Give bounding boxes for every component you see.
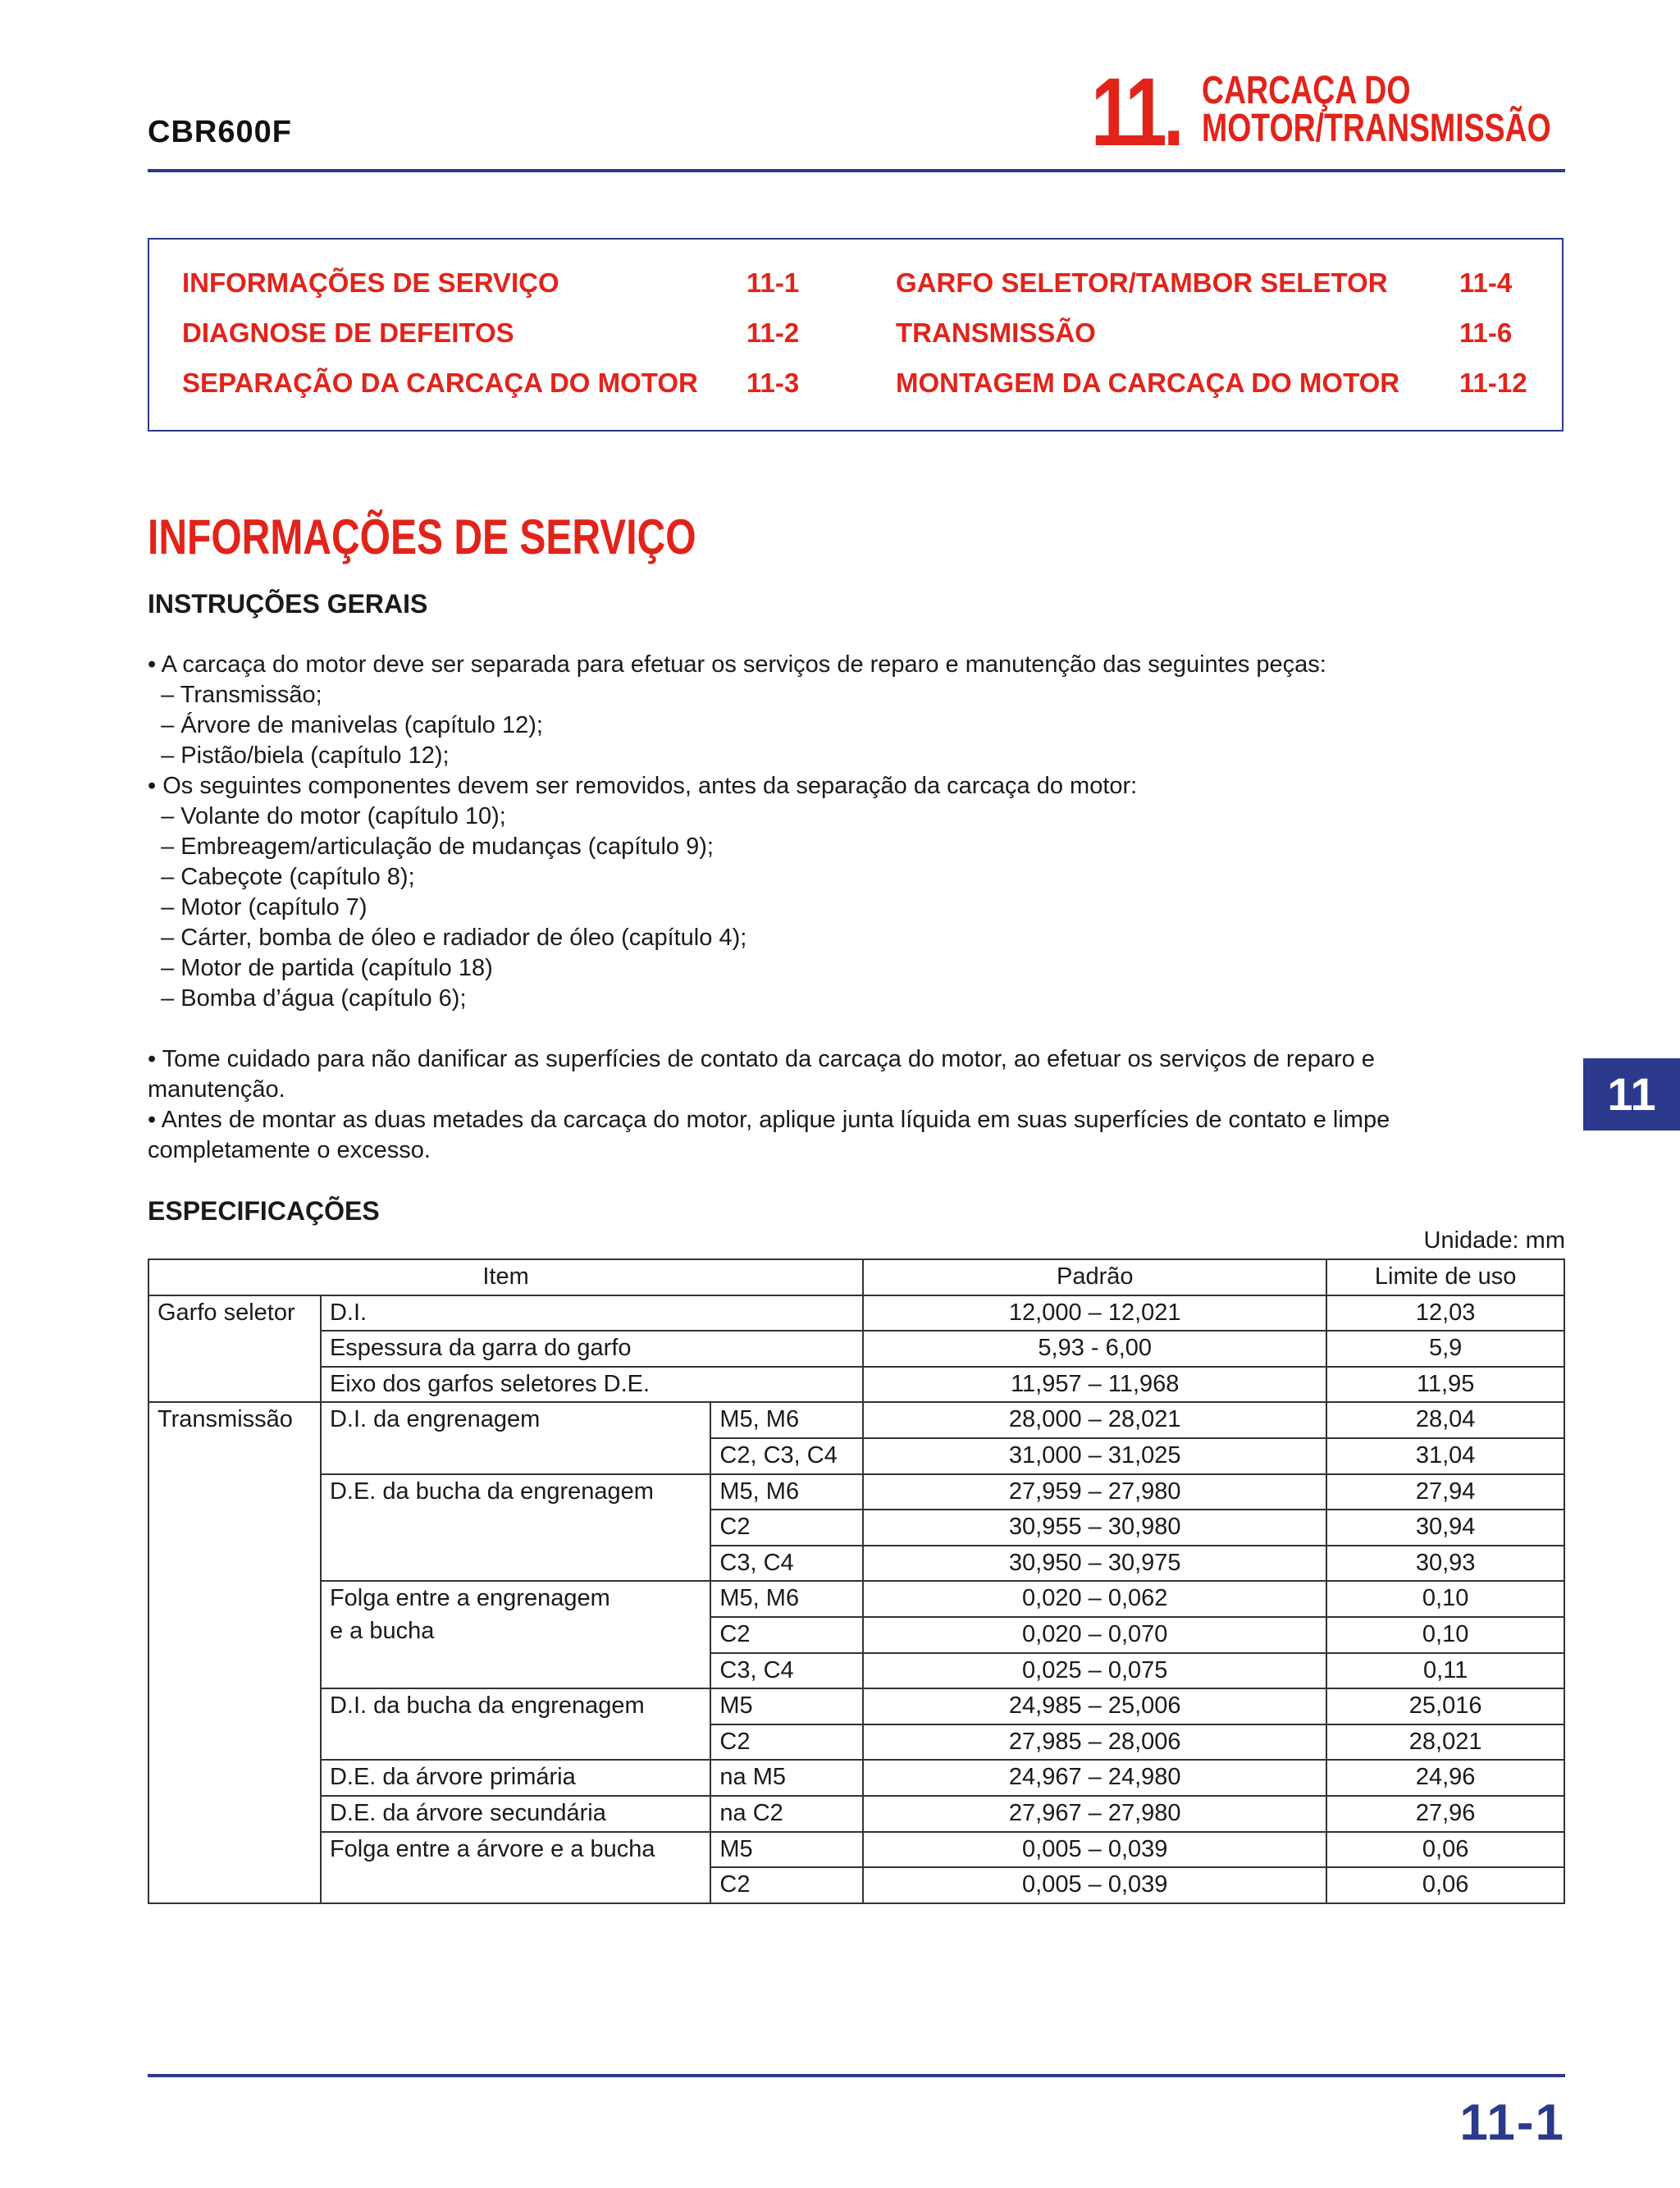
chapter-title-line1: CARCAÇA DO [1202, 69, 1411, 112]
limit-cell: 0,06 [1326, 1832, 1564, 1868]
limit-cell: 30,94 [1326, 1510, 1564, 1546]
toc-item-label[interactable]: INFORMAÇÕES DE SERVIÇO [182, 267, 559, 298]
limit-cell: 27,96 [1326, 1796, 1564, 1832]
limit-cell: 0,11 [1326, 1653, 1564, 1689]
limit-cell: 28,021 [1326, 1724, 1564, 1761]
item-cell: D.E. da árvore secundária [321, 1796, 710, 1832]
table-row [148, 1331, 1564, 1367]
instruction-line: – Motor de partida (capítulo 18) [148, 955, 493, 981]
toc-item-page[interactable]: 11-1 [746, 267, 800, 298]
instruction-line: – Embreagem/articulação de mudanças (capítulo 9); [148, 834, 714, 860]
table-row [148, 1402, 1564, 1438]
table-row [148, 1581, 1564, 1617]
footer-rule [148, 2074, 1565, 2077]
instruction-line: – Transmissão; [148, 682, 322, 708]
item-cell: D.E. da bucha da engrenagem [321, 1474, 710, 1582]
item-cell: Folga entre a árvore e a bucha [321, 1832, 710, 1903]
instruction-line: – Bomba d’água (capítulo 6); [148, 985, 467, 1012]
item-cell: D.I. da engrenagem [321, 1402, 710, 1473]
col-std-header: Padrão [863, 1259, 1326, 1295]
col-limit-header: Limite de uso [1326, 1259, 1564, 1295]
section-title: INFORMAÇÕES DE SERVIÇO [148, 509, 696, 564]
limit-cell: 27,94 [1326, 1474, 1564, 1510]
limit-cell: 0,06 [1326, 1867, 1564, 1903]
std-cell: 30,950 – 30,975 [863, 1546, 1326, 1582]
header-rule [148, 169, 1565, 172]
toc-item-label[interactable]: MONTAGEM DA CARCAÇA DO MOTOR [896, 368, 1400, 398]
table-row [148, 1796, 1564, 1832]
instruction-line: – Pistão/biela (capítulo 12); [148, 742, 450, 769]
sub-cell: na C2 [710, 1796, 863, 1832]
table-row [148, 1688, 1564, 1724]
std-cell: 0,025 – 0,075 [863, 1653, 1326, 1689]
table-row [148, 1295, 1564, 1332]
caution-line: • Antes de montar as duas metades da carcaça do motor, aplique junta líquida em suas superfícies de contato e limpe [148, 1107, 1390, 1133]
col-item-header: Item [148, 1259, 863, 1295]
chapter-side-tab[interactable]: 11 [1583, 1058, 1680, 1131]
toc-item-page[interactable]: 11-2 [746, 317, 800, 348]
toc-item-label[interactable]: GARFO SELETOR/TAMBOR SELETOR [896, 267, 1388, 298]
limit-cell: 0,10 [1326, 1617, 1564, 1653]
specs-heading: ESPECIFICAÇÕES [148, 1196, 380, 1226]
table-row [148, 1832, 1564, 1868]
std-cell: 28,000 – 28,021 [863, 1402, 1326, 1438]
table-row [148, 1367, 1564, 1403]
general-instructions [148, 650, 1542, 1014]
limit-cell: 30,93 [1326, 1546, 1564, 1582]
sub-cell: C3, C4 [710, 1653, 863, 1689]
toc-item-label[interactable]: TRANSMISSÃO [896, 317, 1096, 348]
sub-cell: C2 [710, 1617, 863, 1653]
std-cell: 0,005 – 0,039 [863, 1832, 1326, 1868]
caution-line: • Tome cuidado para não danificar as superfícies de contato da carcaça do motor, ao efetuar os serviços de reparo e [148, 1046, 1375, 1072]
item-cell: D.E. da árvore primária [321, 1760, 710, 1796]
sub-cell: M5 [710, 1688, 863, 1724]
std-cell: 24,967 – 24,980 [863, 1760, 1326, 1796]
instruction-line: – Motor (capítulo 7) [148, 894, 368, 920]
limit-cell: 0,10 [1326, 1581, 1564, 1617]
limit-cell: 28,04 [1326, 1402, 1564, 1438]
instruction-line: – Cabeçote (capítulo 8); [148, 864, 415, 890]
sub-cell: C3, C4 [710, 1546, 863, 1582]
sub-cell: C2 [710, 1510, 863, 1546]
caution-line: completamente o excesso. [148, 1137, 431, 1163]
toc-item-page[interactable]: 11-3 [746, 368, 800, 398]
specs-table [148, 1258, 1565, 1904]
chapter-title-line2: MOTOR/TRANSMISSÃO [1202, 107, 1551, 150]
instruction-line: • Os seguintes componentes devem ser removidos, antes da separação da carcaça do motor: [148, 773, 1138, 799]
limit-cell: 5,9 [1326, 1331, 1564, 1367]
sub-cell: na M5 [710, 1760, 863, 1796]
std-cell: 11,957 – 11,968 [863, 1367, 1326, 1403]
instruction-line: • A carcaça do motor deve ser separada para efetuar os serviços de reparo e manutenção das seguintes peças: [148, 651, 1326, 678]
sub-cell: M5, M6 [710, 1474, 863, 1510]
chapter-number: 11. [1091, 58, 1180, 167]
model-name: CBR600F [148, 115, 292, 149]
item-cell: D.I. da bucha da engrenagem [321, 1688, 710, 1760]
general-heading: INSTRUÇÕES GERAIS [148, 589, 428, 619]
limit-cell: 11,95 [1326, 1367, 1564, 1403]
group-label: Transmissão [148, 1402, 321, 1903]
limit-cell: 25,016 [1326, 1688, 1564, 1724]
table-header-row [148, 1259, 1564, 1295]
table-row [148, 1474, 1564, 1510]
std-cell: 0,005 – 0,039 [863, 1867, 1326, 1903]
item-line: Folga entre a engrenagem [329, 1585, 610, 1612]
sub-cell: C2, C3, C4 [710, 1438, 863, 1474]
sub-cell: M5, M6 [710, 1402, 863, 1438]
instruction-line: – Cárter, bomba de óleo e radiador de óleo (capítulo 4); [148, 925, 747, 951]
std-cell: 31,000 – 31,025 [863, 1438, 1326, 1474]
std-cell: 30,955 – 30,980 [863, 1510, 1326, 1546]
chapter-title [1202, 69, 1551, 150]
limit-cell: 24,96 [1326, 1760, 1564, 1796]
toc-item-page[interactable]: 11-4 [1459, 267, 1513, 298]
sub-cell: M5 [710, 1832, 863, 1868]
std-cell: 24,985 – 25,006 [863, 1688, 1326, 1724]
page-number: 11-1 [1459, 2094, 1565, 2151]
std-cell: 0,020 – 0,062 [863, 1581, 1326, 1617]
general-cautions [148, 1044, 1542, 1166]
instruction-line: – Árvore de manivelas (capítulo 12); [148, 712, 543, 738]
std-cell: 27,967 – 27,980 [863, 1796, 1326, 1832]
item-cell: Eixo dos garfos seletores D.E. [321, 1367, 863, 1403]
toc-item-page[interactable]: 11-12 [1459, 368, 1527, 398]
std-cell: 27,985 – 28,006 [863, 1724, 1326, 1761]
item-cell: Espessura da garra do garfo [321, 1331, 863, 1367]
item-cell: D.I. [321, 1295, 863, 1332]
std-cell: 0,020 – 0,070 [863, 1617, 1326, 1653]
item-cell [321, 1581, 710, 1688]
sub-cell: C2 [710, 1867, 863, 1903]
std-cell: 5,93 - 6,00 [863, 1331, 1326, 1367]
unit-label: Unidade: mm [1423, 1227, 1565, 1254]
table-row [148, 1760, 1564, 1796]
toc-box [148, 238, 1564, 432]
toc-item-label[interactable]: SEPARAÇÃO DA CARCAÇA DO MOTOR [182, 368, 698, 398]
group-label: Garfo seletor [148, 1295, 321, 1403]
instruction-line: – Volante do motor (capítulo 10); [148, 803, 506, 829]
std-cell: 27,959 – 27,980 [863, 1474, 1326, 1510]
limit-cell: 31,04 [1326, 1438, 1564, 1474]
toc-item-page[interactable]: 11-6 [1459, 317, 1513, 348]
limit-cell: 12,03 [1326, 1295, 1564, 1332]
std-cell: 12,000 – 12,021 [863, 1295, 1326, 1332]
caution-line: manutenção. [148, 1076, 285, 1103]
sub-cell: M5, M6 [710, 1581, 863, 1617]
item-line: e a bucha [329, 1618, 435, 1645]
sub-cell: C2 [710, 1724, 863, 1761]
toc-item-label[interactable]: DIAGNOSE DE DEFEITOS [182, 317, 514, 348]
